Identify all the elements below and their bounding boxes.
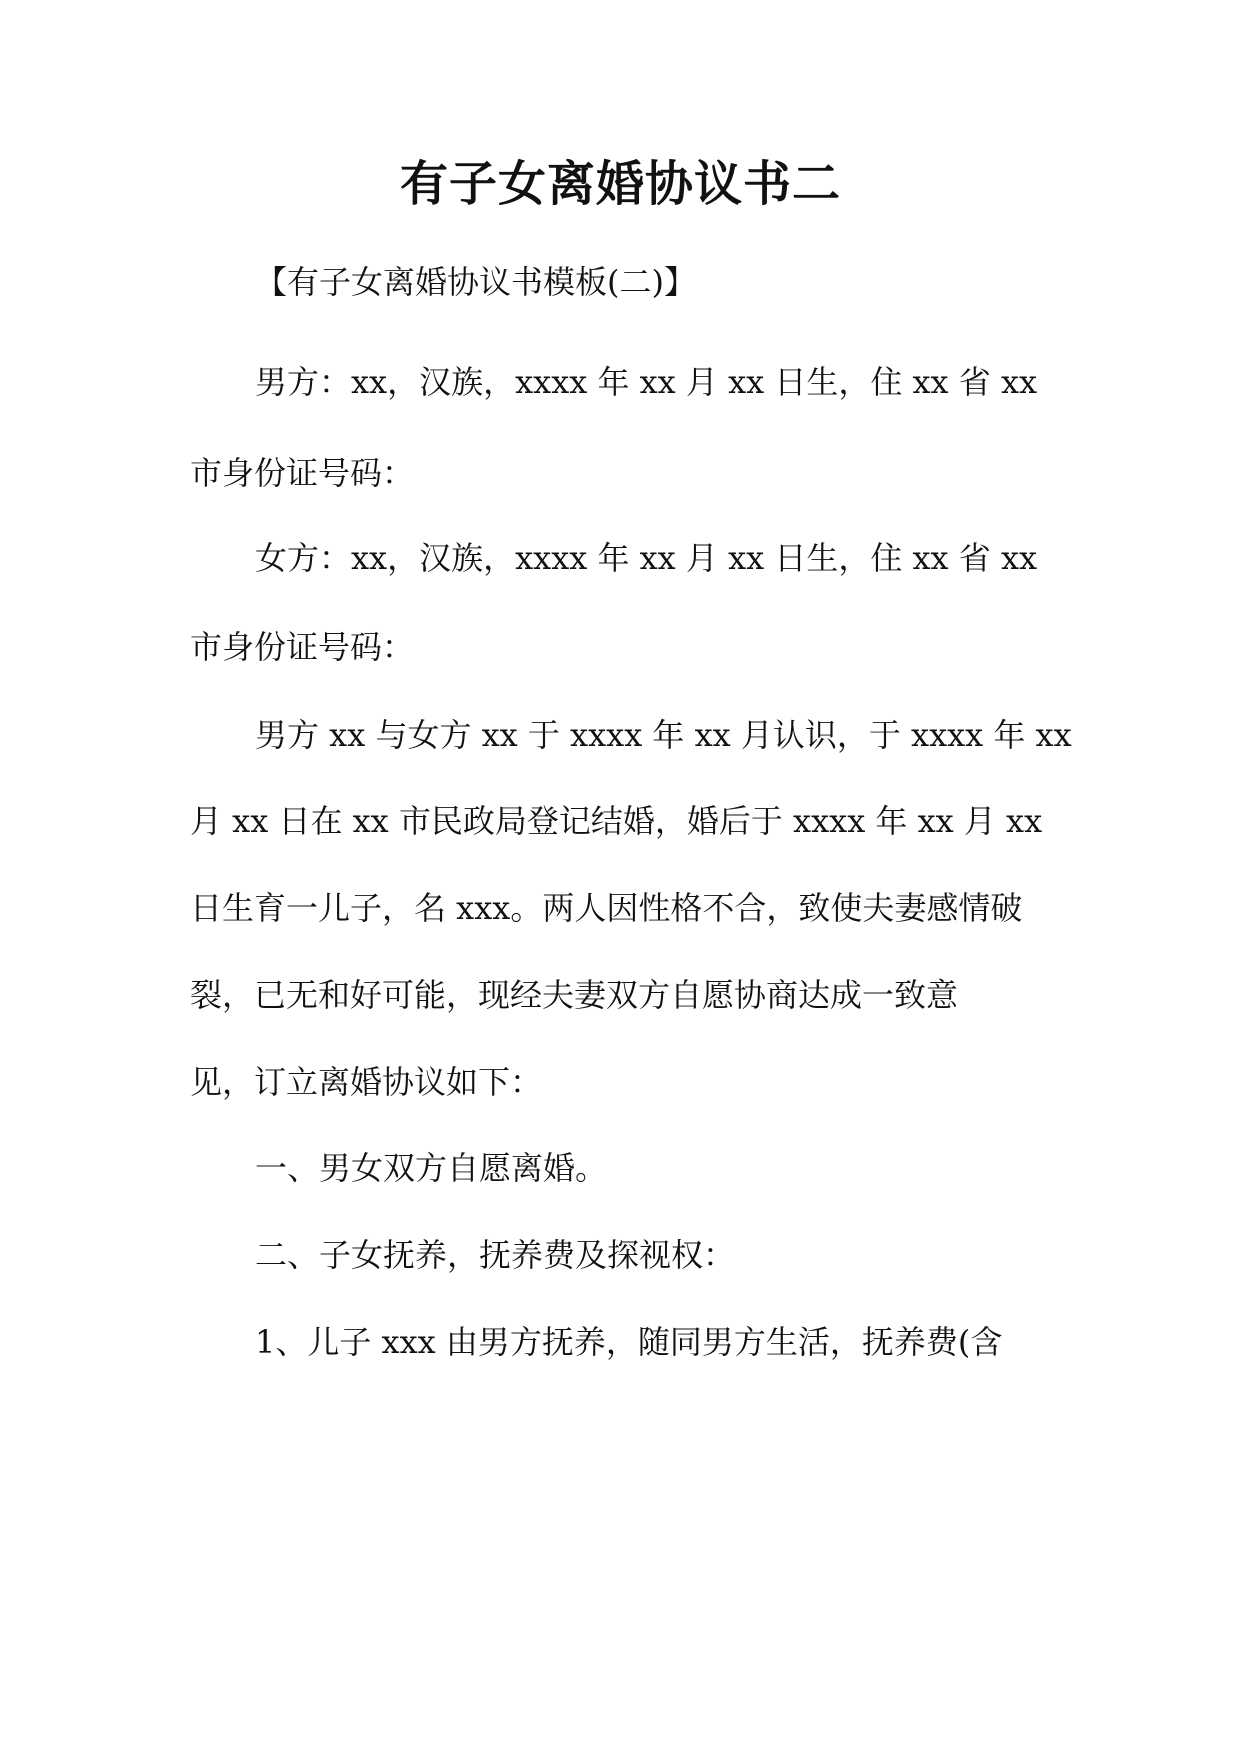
paragraph-line: 日生育一儿子，名 xxx。两人因性格不合，致使夫妻感情破 — [190, 889, 1023, 927]
paragraph-line: 市身份证号码： — [190, 628, 415, 666]
paragraph-line: 1、儿子 xxx 由男方抚养，随同男方生活，抚养费(含 — [255, 1323, 1003, 1361]
paragraph-line: 男方 xx 与女方 xx 于 xxxx 年 xx 月认识，于 xxxx 年 xx — [255, 716, 1072, 754]
paragraph-line: 一、男女双方自愿离婚。 — [255, 1149, 608, 1187]
paragraph-line: 男方：xx，汉族，xxxx 年 xx 月 xx 日生，住 xx 省 xx — [255, 363, 1038, 401]
paragraph-line: 月 xx 日在 xx 市民政局登记结婚，婚后于 xxxx 年 xx 月 xx — [190, 802, 1043, 840]
paragraph-line: 市身份证号码： — [190, 454, 415, 492]
document-title: 有子女离婚协议书二 — [399, 156, 841, 212]
paragraph-line: 见，订立离婚协议如下： — [190, 1063, 543, 1101]
paragraph-line: 【有子女离婚协议书模板(二)】 — [255, 263, 696, 301]
paragraph-line: 女方：xx，汉族，xxxx 年 xx 月 xx 日生，住 xx 省 xx — [255, 539, 1038, 577]
paragraph-line: 二、子女抚养，抚养费及探视权： — [255, 1236, 736, 1274]
paragraph-line: 裂，已无和好可能，现经夫妻双方自愿协商达成一致意 — [190, 976, 959, 1014]
